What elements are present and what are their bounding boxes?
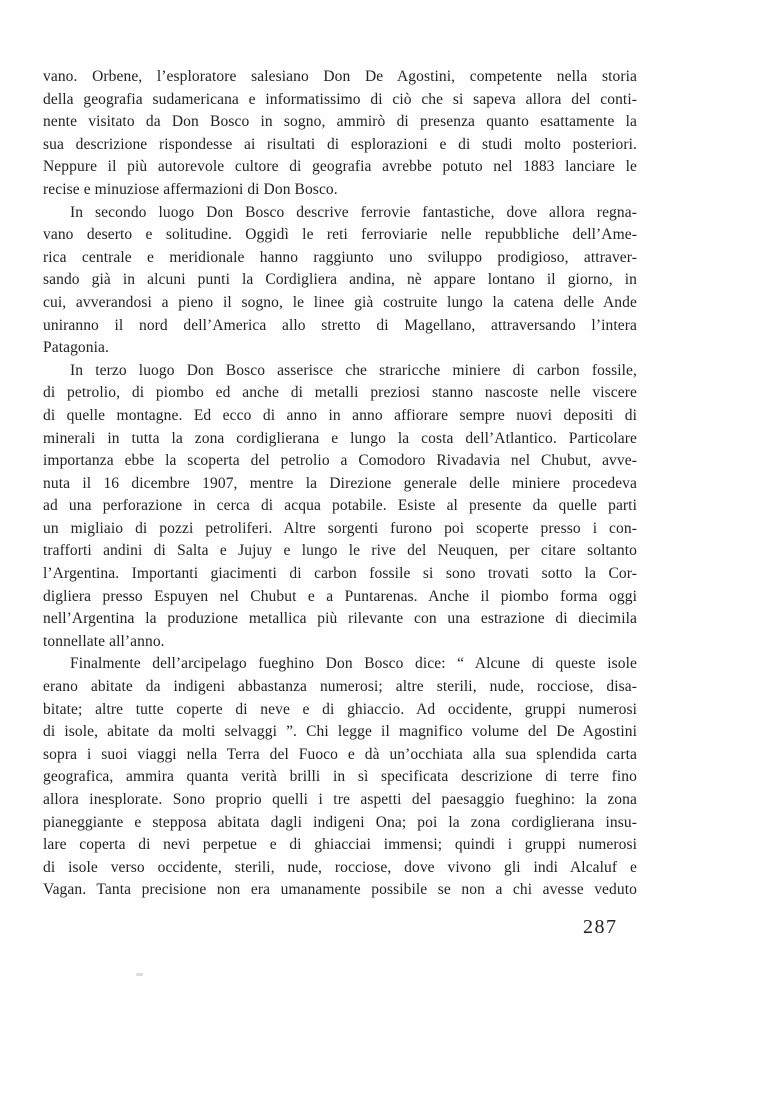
scan-smudge-artifact (136, 973, 143, 976)
text-line: nell’Argentina la produzione metallica più rilevante con una estrazione di diecimila (43, 610, 637, 628)
text-line: Patagonia. (43, 339, 109, 357)
text-line: geografica, ammira quanta verità brilli in sì specificata descrizione di terre fino (43, 768, 637, 786)
text-line: l’Argentina. Importanti giacimenti di carbon fossile si sono trovati sotto la Cor- (43, 565, 637, 583)
text-line: di isole verso occidente, sterili, nude, rocciose, dove vivono gli indi Alcaluf e (43, 858, 637, 876)
text-line: sua descrizione rispondesse ai risultati di esplorazioni e di studi molto posteriori. (43, 135, 637, 153)
text-line: digliera presso Espuyen nel Chubut e a Puntarenas. Anche il piombo forma oggi (43, 587, 637, 605)
paragraph (43, 653, 637, 902)
text-line: allora inesplorate. Sono proprio quelli i tre aspetti del paesaggio fueghino: la zona (43, 791, 637, 808)
text-line: sando già in alcuni punti la Cordigliera andina, nè appare lontano il giorno, in (43, 271, 637, 289)
text-line: In secondo luogo Don Bosco descrive ferrovie fantastiche, dove allora regna- (70, 203, 637, 221)
text-line: nente visitato da Don Bosco in sogno, ammirò di presenza quanto esattamente la (43, 113, 637, 131)
text-line: della geografia sudamericana e informatissimo di ciò che si sapeva allora del conti- (43, 90, 637, 108)
text-line: recise e minuziose affermazioni di Don Bosco. (43, 180, 338, 198)
text-line: Finalmente dell’arcipelago fueghino Don Bosco dice: “ Alcune di queste isole (70, 655, 637, 673)
text-line: pianeggiante e stepposa abitata dagli indigeni Ona; poi la zona cordiglierana insu- (43, 813, 637, 831)
text-line: minerali in tutta la zona cordiglierana e lungo la costa dell’Atlantico. Particolare (43, 429, 637, 447)
paragraph (43, 360, 637, 654)
text-line: di isole, abitate da molti selvaggi ”. Chi legge il magnifico volume del De Agostini (43, 723, 637, 741)
paragraph (43, 66, 637, 202)
text-line: importanza ebbe la scoperta del petrolio a Comodoro Rivadavia nel Chubut, avve- (43, 452, 637, 470)
text-line: uniranno il nord dell’America allo stretto di Magellano, attraversando l’intera (43, 316, 637, 334)
text-line: vano. Orbene, l’esploratore salesiano Don De Agostini, competente nella storia (43, 68, 637, 85)
text-line: rica centrale e meridionale hanno raggiunto uno sviluppo prodigioso, attraver- (43, 248, 637, 266)
text-line: In terzo luogo Don Bosco asserisce che straricche miniere di carbon fossile, (70, 361, 637, 379)
text-line: tonnellate all’anno. (43, 632, 165, 650)
text-line: trafforti andini di Salta e Jujuy e lungo le rive del Neuquen, per citare soltanto (43, 542, 637, 560)
text-line: cui, avverandosi a pieno il sogno, le linee già costruite lungo la catena delle Ande (43, 293, 637, 311)
text-line: nuta il 16 dicembre 1907, mentre la Direzione generale delle miniere procedeva (43, 474, 637, 492)
paragraph (43, 202, 637, 360)
text-line: ad una perforazione in cerca di acqua potabile. Esiste al presente da quelle parti (43, 497, 637, 515)
text-line: un migliaio di pozzi petroliferi. Altre sorgenti furono poi scoperte presso i con- (43, 519, 637, 537)
text-line: sopra i suoi viaggi nella Terra del Fuoco e dà un’occhiata alla sua splendida carta (43, 745, 637, 763)
text-line: lare coperta di nevi perpetue e di ghiacciai immensi; quindi i gruppi numerosi (43, 836, 637, 854)
text-line: bitate; altre tutte coperte di neve e di ghiaccio. Ad occidente, gruppi numerosi (43, 700, 637, 718)
text-line: erano abitate da indigeni abbastanza numerosi; altre sterili, nude, rocciose, disa- (43, 678, 637, 696)
text-line: Neppure il più autorevole cultore di geografia avrebbe potuto nel 1883 lanciare le (43, 158, 637, 176)
text-line: di quelle montagne. Ed ecco di anno in anno affiorare sempre nuovi depositi di (43, 406, 637, 424)
text-line: Vagan. Tanta precisione non era umanamente possibile se non a chi avesse veduto (43, 881, 637, 899)
text-line: di petrolio, di piombo ed anche di metalli preziosi stanno nascoste nelle viscere (43, 384, 637, 402)
body-text (43, 66, 637, 902)
text-line: vano deserto e solitudine. Oggidì le reti ferroviarie nelle repubbliche dell’Ame- (43, 226, 637, 244)
page-number: 287 (583, 916, 618, 938)
